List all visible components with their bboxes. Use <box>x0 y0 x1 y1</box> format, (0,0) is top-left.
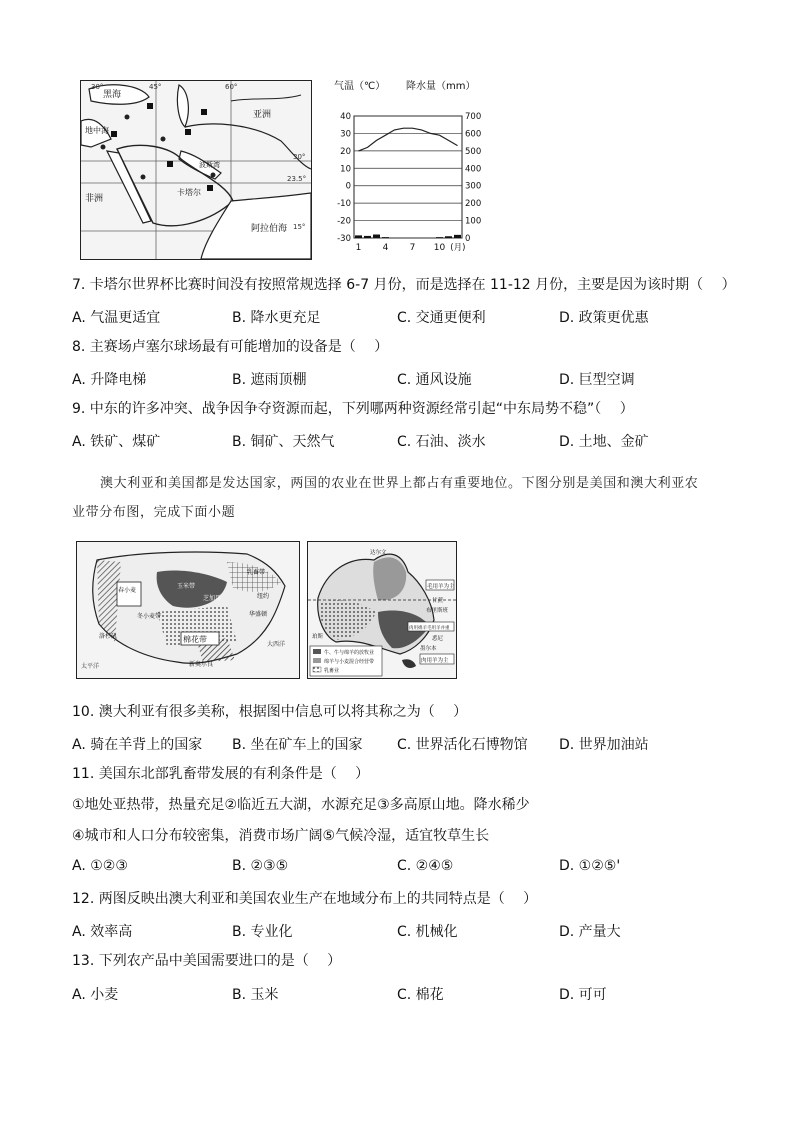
q10-option-a[interactable]: A. 骑在羊背上的国家 <box>72 737 203 753</box>
precip-tick-label: 400 <box>465 164 482 175</box>
label-qatar: 卡塔尔 <box>177 188 201 197</box>
question-7-options <box>72 307 712 325</box>
question-12-options <box>72 921 712 939</box>
q13-option-b[interactable]: B. 玉米 <box>232 987 279 1003</box>
middle-east-map <box>80 80 312 260</box>
label-asia: 亚洲 <box>253 110 272 120</box>
label-lat-23: 23.5° <box>287 175 307 183</box>
precip-bar <box>355 235 362 238</box>
question-10-stem: 10. 澳大利亚有很多美称，根据图中信息可以将其称之为（ ） <box>72 704 468 720</box>
q12-option-d[interactable]: D. 产量大 <box>559 924 621 940</box>
usa-label-chicago: 芝加哥 <box>203 595 222 602</box>
aus-label-sugar: 甘蔗 <box>432 598 444 604</box>
passage <box>72 470 732 497</box>
q7-option-b[interactable]: B. 降水更充足 <box>232 310 321 326</box>
aus-label-darwin: 达尔文 <box>370 550 387 556</box>
q13-option-a[interactable]: A. 小麦 <box>72 987 119 1003</box>
q11-option-b[interactable]: B. ②③⑤ <box>232 858 289 874</box>
temp-tick-label: -30 <box>337 234 351 244</box>
label-lat-15: 15° <box>293 223 306 231</box>
q9-option-c[interactable]: C. 石油、淡水 <box>397 434 486 450</box>
usa-label-neworleans: 新奥尔良 <box>189 661 214 668</box>
q8-option-c[interactable]: C. 通风设施 <box>397 372 472 388</box>
q12-option-a[interactable]: A. 效率高 <box>72 924 133 940</box>
temp-tick-label: 40 <box>340 112 351 122</box>
question-8-stem: 8. 主赛场卢塞尔球场最有可能增加的设备是（ ） <box>72 339 389 355</box>
aus-label-sydney: 悉尼 <box>432 636 444 642</box>
precip-tick-label: 200 <box>465 199 482 210</box>
label-black-sea: 黑海 <box>103 90 122 100</box>
aus-label-beef: 肉用羊为主 <box>421 658 449 664</box>
usa-label-cotton: 棉花带 <box>183 635 207 644</box>
q13-option-c[interactable]: C. 棉花 <box>397 987 444 1003</box>
precip-tick-label: 100 <box>465 216 482 227</box>
usa-label-washington: 华盛顿 <box>249 611 268 618</box>
question-11-options <box>72 858 712 876</box>
label-lon-30: 30° <box>91 83 104 91</box>
usa-label-dairy: 乳畜带 <box>247 569 266 576</box>
q12-option-c[interactable]: C. 机械化 <box>397 924 458 940</box>
label-arabian-sea: 阿拉伯海 <box>251 224 288 234</box>
question-8-options <box>72 369 712 387</box>
month-tick-label: 1 <box>355 243 362 253</box>
temp-axis-title: 气温（℃） <box>334 81 386 92</box>
precip-tick-label: 300 <box>465 181 482 192</box>
climate-plot-frame <box>354 116 462 238</box>
label-africa: 非洲 <box>85 194 104 204</box>
q11-option-c[interactable]: C. ②④⑤ <box>397 858 454 874</box>
q10-option-b[interactable]: B. 坐在矿车上的国家 <box>232 737 363 753</box>
temp-tick-label: -10 <box>337 199 351 210</box>
precip-tick-label: 700 <box>465 112 482 122</box>
usa-agriculture-svg <box>77 542 299 678</box>
question-9-options <box>72 431 712 449</box>
temp-tick-label: -20 <box>337 216 351 227</box>
precip-bar <box>445 236 452 238</box>
question-12-stem: 12. 两图反映出澳大利亚和美国农业生产在地域分布上的共同特点是（ ） <box>72 891 538 907</box>
precip-bar <box>382 237 389 238</box>
aus-label-sheep: 毛用羊为主 <box>427 584 455 590</box>
usa-agriculture-map <box>76 541 300 679</box>
question-7-stem: 7. 卡塔尔世界杯比赛时间没有按照常规选择 6-7 月份，而是选择在 11-12 月份，主要是因为该时期（ ） <box>72 277 736 293</box>
month-unit-label: (月) <box>450 243 466 253</box>
question-11-line-2: ④城市和人口分布较密集，消费市场广阔⑤气候冷湿，适宜牧草生长 <box>72 828 490 844</box>
temp-tick-label: 20 <box>340 146 351 157</box>
label-lon-60: 60° <box>225 83 238 91</box>
question-13-stem: 13. 下列农产品中美国需要进口的是（ ） <box>72 953 342 969</box>
precip-tick-label: 600 <box>465 129 482 140</box>
precip-bar <box>364 236 371 238</box>
precip-bar <box>436 237 443 238</box>
precip-tick-label: 0 <box>465 234 471 244</box>
australia-agriculture-map <box>307 541 457 679</box>
question-9-stem: 9. 中东的许多冲突、战争因争夺资源而起，下列哪两种资源经常引起“中东局势不稳”（ ） <box>72 401 634 417</box>
aus-legend-3: 乳畜业 <box>324 668 340 674</box>
climate-chart-svg <box>330 78 490 258</box>
q9-option-b[interactable]: B. 铜矿、天然气 <box>232 434 335 450</box>
passage-line-1: 澳大利亚和美国都是发达国家，两国的农业在世界上都占有重要地位。下图分别是美国和澳大利亚农 <box>100 476 699 491</box>
aus-label-mixed: 肉用绵羊毛用羊并重 <box>409 626 450 631</box>
australia-agriculture-svg <box>308 542 456 678</box>
q9-option-d[interactable]: D. 土地、金矿 <box>559 434 649 450</box>
precip-bar <box>454 235 461 238</box>
q8-option-a[interactable]: A. 升降电梯 <box>72 372 147 388</box>
usa-label-atlantic: 大西洋 <box>267 641 286 648</box>
aus-legend-2: 绵羊与小麦混合经营带 <box>324 659 375 665</box>
q12-option-b[interactable]: B. 专业化 <box>232 924 293 940</box>
q11-option-d[interactable]: D. ①②⑤' <box>559 858 621 874</box>
usa-label-losangeles: 洛杉矶 <box>99 633 118 640</box>
month-tick-label: 4 <box>382 243 389 253</box>
precip-axis-title: 降水量（mm） <box>406 81 476 92</box>
q8-option-d[interactable]: D. 巨型空调 <box>559 372 635 388</box>
temperature-line <box>359 128 458 151</box>
precip-tick-label: 500 <box>465 146 482 157</box>
q11-option-a[interactable]: A. ①②③ <box>72 858 128 874</box>
middle-east-map-svg <box>81 81 311 259</box>
month-tick-label: 10 <box>433 243 446 253</box>
temp-tick-label: 30 <box>340 129 351 140</box>
q7-option-d[interactable]: D. 政策更优惠 <box>559 310 649 326</box>
usa-label-pacific: 太平洋 <box>81 663 100 670</box>
usa-label-wheat-spring: 春小麦 <box>118 587 137 594</box>
label-lat-30: 30° <box>293 153 306 161</box>
aus-label-perth: 珀斯 <box>312 634 324 640</box>
q8-option-b[interactable]: B. 遮雨顶棚 <box>232 372 307 388</box>
aus-label-melbourne: 墨尔本 <box>420 646 437 652</box>
usa-label-corn: 玉米带 <box>177 583 196 590</box>
usa-label-winter-wheat: 冬小麦带 <box>137 613 162 620</box>
temp-tick-label: 0 <box>345 181 351 192</box>
question-13-options <box>72 984 712 1002</box>
climate-chart <box>330 78 490 258</box>
question-11-stem: 11. 美国东北部乳畜带发展的有利条件是（ ） <box>72 766 370 782</box>
label-lon-45: 45° <box>149 83 162 91</box>
passage-continued <box>72 499 732 526</box>
q7-option-c[interactable]: C. 交通更便利 <box>397 310 486 326</box>
precip-bar <box>373 235 380 238</box>
temp-tick-label: 10 <box>340 164 351 175</box>
month-tick-label: 7 <box>409 243 416 253</box>
label-mediterranean: 地中海 <box>85 126 109 135</box>
aus-legend-1: 牛、牛与绵羊的放牧业 <box>324 650 375 656</box>
q7-option-a[interactable]: A. 气温更适宜 <box>72 310 161 326</box>
label-persian-gulf: 波斯湾 <box>199 161 220 169</box>
q10-option-d[interactable]: D. 世界加油站 <box>559 737 649 753</box>
question-10-options <box>72 734 712 752</box>
q10-option-c[interactable]: C. 世界活化石博物馆 <box>397 737 528 753</box>
q13-option-d[interactable]: D. 可可 <box>559 987 607 1003</box>
question-11-line-1: ①地处亚热带，热量充足②临近五大湖，水源充足③多高原山地。降水稀少 <box>72 797 530 813</box>
passage-line-2: 业带分布图，完成下面小题 <box>72 505 236 520</box>
usa-label-newyork: 纽约 <box>257 593 270 600</box>
q9-option-a[interactable]: A. 铁矿、煤矿 <box>72 434 161 450</box>
aus-label-brisbane: 布里斯班 <box>426 608 449 614</box>
